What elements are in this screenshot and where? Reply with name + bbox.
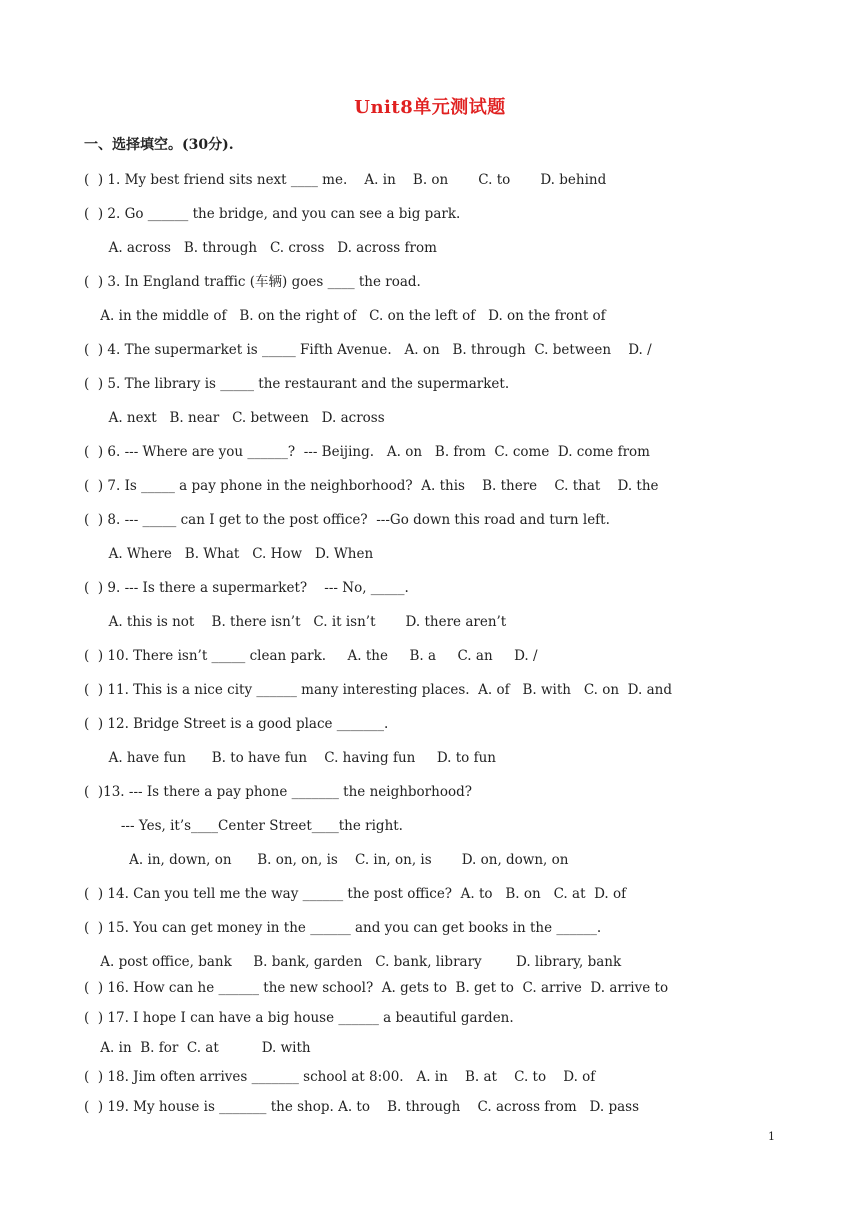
options-line: A. in the middle of B. on the right of C. on the left of D. on the front of	[96, 308, 606, 324]
question-line: ( ) 11. This is a nice city ______ many interesting places. A. of B. with C. on D. and	[84, 682, 672, 698]
question-line: ( ) 9. --- Is there a supermarket? --- No, _____.	[84, 580, 409, 596]
question-line: ( ) 6. --- Where are you ______? --- Beijing. A. on B. from C. come D. come from	[84, 444, 650, 460]
section-heading: 一、选择填空。(30分).	[84, 137, 234, 153]
question-line: ( ) 18. Jim often arrives _______ school at 8:00. A. in B. at C. to D. of	[84, 1069, 596, 1085]
options-line: A. in B. for C. at D. with	[96, 1040, 311, 1056]
options-line: A. have fun B. to have fun C. having fun D. to fun	[100, 750, 496, 766]
question-line: ( ) 2. Go ______ the bridge, and you can see a big park.	[84, 206, 461, 222]
question-line: ( ) 10. There isn’t _____ clean park. A. the B. a C. an D. /	[84, 648, 538, 664]
page-title: Unit8单元测试题	[354, 97, 506, 118]
page-number: 1	[768, 1130, 775, 1143]
question-line: ( ) 5. The library is _____ the restaurant and the supermarket.	[84, 376, 510, 392]
question-line: ( ) 4. The supermarket is _____ Fifth Avenue. A. on B. through C. between D. /	[84, 342, 652, 358]
question-line: ( ) 7. Is _____ a pay phone in the neighborhood? A. this B. there C. that D. the	[84, 478, 659, 494]
options-line: A. this is not B. there isn’t C. it isn’t D. there aren’t	[100, 614, 507, 630]
question-line: ( )13. --- Is there a pay phone _______ the neighborhood?	[84, 784, 472, 800]
question-line: ( ) 1. My best friend sits next ____ me. A. in B. on C. to D. behind	[84, 172, 607, 188]
question-line: ( ) 15. You can get money in the ______ and you can get books in the ______.	[84, 920, 602, 936]
question-line: ( ) 19. My house is _______ the shop. A. to B. through C. across from D. pass	[84, 1099, 640, 1115]
question-line: ( ) 14. Can you tell me the way ______ the post office? A. to B. on C. at D. of	[84, 886, 627, 902]
question-line: ( ) 8. --- _____ can I get to the post office? ---Go down this road and turn left.	[84, 512, 610, 528]
options-line: A. in, down, on B. on, on, is C. in, on, is D. on, down, on	[112, 852, 569, 868]
question-line: ( ) 12. Bridge Street is a good place _______.	[84, 716, 389, 732]
question-line: ( ) 16. How can he ______ the new school? A. gets to B. get to C. arrive D. arrive to	[84, 980, 669, 996]
options-line: A. next B. near C. between D. across	[100, 410, 385, 426]
question-line: ( ) 17. I hope I can have a big house ______ a beautiful garden.	[84, 1010, 514, 1026]
options-line: A. post office, bank B. bank, garden C. bank, library D. library, bank	[96, 954, 622, 970]
question-line: ( ) 3. In England traffic (车辆) goes ____ the road.	[84, 274, 421, 290]
options-line: A. Where B. What C. How D. When	[100, 546, 374, 562]
options-line: A. across B. through C. cross D. across from	[100, 240, 437, 256]
question-line: --- Yes, it’s____Center Street____the right.	[108, 818, 403, 834]
